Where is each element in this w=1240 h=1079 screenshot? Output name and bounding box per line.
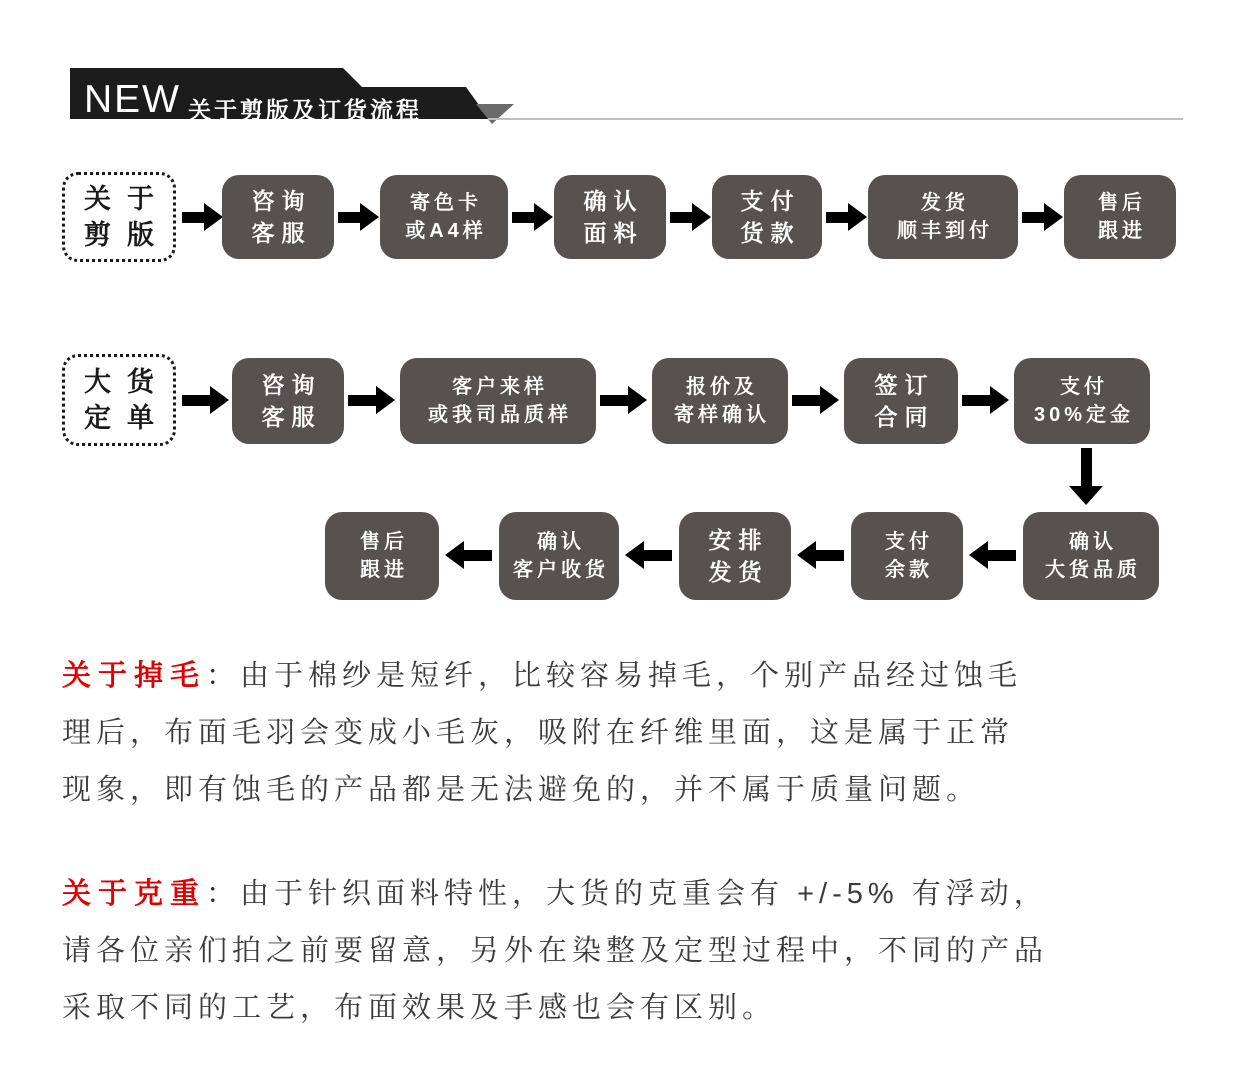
arrow-right-icon	[670, 212, 692, 223]
note-shedding	[62, 648, 1192, 819]
banner-title: 关于剪版及订货流程	[188, 97, 422, 123]
arrow-right-icon	[338, 212, 360, 223]
new-badge: NEW	[84, 78, 181, 121]
step-sign-contract: 签订 合同	[844, 358, 958, 444]
note-text: 请各位亲们拍之前要留意，另外在染整及定型过程中，不同的产品	[62, 935, 1049, 967]
step-pay-balance: 支付 余款	[851, 512, 963, 600]
banner-divider-line	[488, 118, 1183, 120]
arrow-right-icon	[1022, 212, 1044, 223]
arrow-right-icon	[348, 395, 376, 406]
arrow-left-icon	[644, 550, 672, 561]
step-ship-sf-cod: 发货 顺丰到付	[868, 175, 1018, 259]
note-shedding-heading: 关于掉毛	[62, 660, 207, 692]
note-line	[62, 705, 1192, 762]
note-weight	[62, 866, 1192, 1037]
step-customer-sample: 客户来样 或我司品质样	[400, 358, 596, 444]
new-banner	[0, 0, 1240, 140]
flow-label-bulk-order	[62, 354, 176, 446]
note-line	[62, 762, 1192, 819]
step-quote-sample-confirm: 报价及 寄样确认	[652, 358, 788, 444]
step-pay-goods: 支付 货款	[712, 175, 822, 259]
arrow-right-icon	[512, 212, 534, 223]
flow-label-line: 大货	[84, 366, 170, 397]
arrow-right-icon	[826, 212, 848, 223]
arrow-right-icon	[182, 212, 204, 223]
arrow-right-icon	[962, 395, 990, 406]
note-text: 由于针织面料特性，大货的克重会有 +/-5% 有浮动，	[240, 878, 1048, 910]
step-arrange-shipment: 安排 发货	[679, 512, 791, 600]
step-pay-deposit: 支付 30%定金	[1014, 358, 1150, 444]
step-aftersales-followup: 售后 跟进	[1064, 175, 1176, 259]
note-text: 由于棉纱是短纤，比较容易掉毛，个别产品经过蚀毛	[240, 660, 1023, 692]
note-text: 现象，即有蚀毛的产品都是无法避免的，并不属于质量问题。	[62, 774, 981, 806]
note-colon: ：	[206, 878, 241, 910]
note-text: 采取不同的工艺，布面效果及手感也会有区别。	[62, 992, 777, 1024]
step-confirm-bulk-quality: 确认 大货品质	[1023, 512, 1159, 600]
arrow-left-icon	[816, 550, 844, 561]
arrow-right-icon	[600, 395, 628, 406]
flow-label-line: 关于	[84, 183, 170, 214]
note-weight-heading: 关于克重	[62, 878, 207, 910]
note-line	[62, 980, 1192, 1037]
step-confirm-fabric: 确认 面料	[554, 175, 666, 259]
arrow-left-icon	[988, 550, 1016, 561]
step-consult-service: 咨询 客服	[222, 175, 334, 259]
note-line	[62, 648, 1192, 705]
arrow-right-icon	[792, 395, 820, 406]
step-consult-service-bulk: 咨询 客服	[232, 358, 344, 444]
step-confirm-receipt: 确认 客户收货	[499, 512, 619, 600]
note-line	[62, 866, 1192, 923]
arrow-left-icon	[464, 550, 492, 561]
flow-label-line: 剪版	[84, 220, 170, 250]
arrow-down-icon	[1081, 448, 1092, 486]
flow-label-line: 定单	[84, 403, 170, 433]
step-send-color-card: 寄色卡 或A4样	[380, 175, 508, 259]
note-colon: ：	[206, 660, 241, 692]
arrow-right-icon	[182, 395, 210, 406]
note-text: 理后，布面毛羽会变成小毛灰，吸附在纤维里面，这是属于正常	[62, 717, 1015, 749]
flow-label-cut-sample	[62, 172, 176, 262]
step-aftersales-followup-bulk: 售后 跟进	[325, 512, 439, 600]
note-line	[62, 923, 1192, 980]
